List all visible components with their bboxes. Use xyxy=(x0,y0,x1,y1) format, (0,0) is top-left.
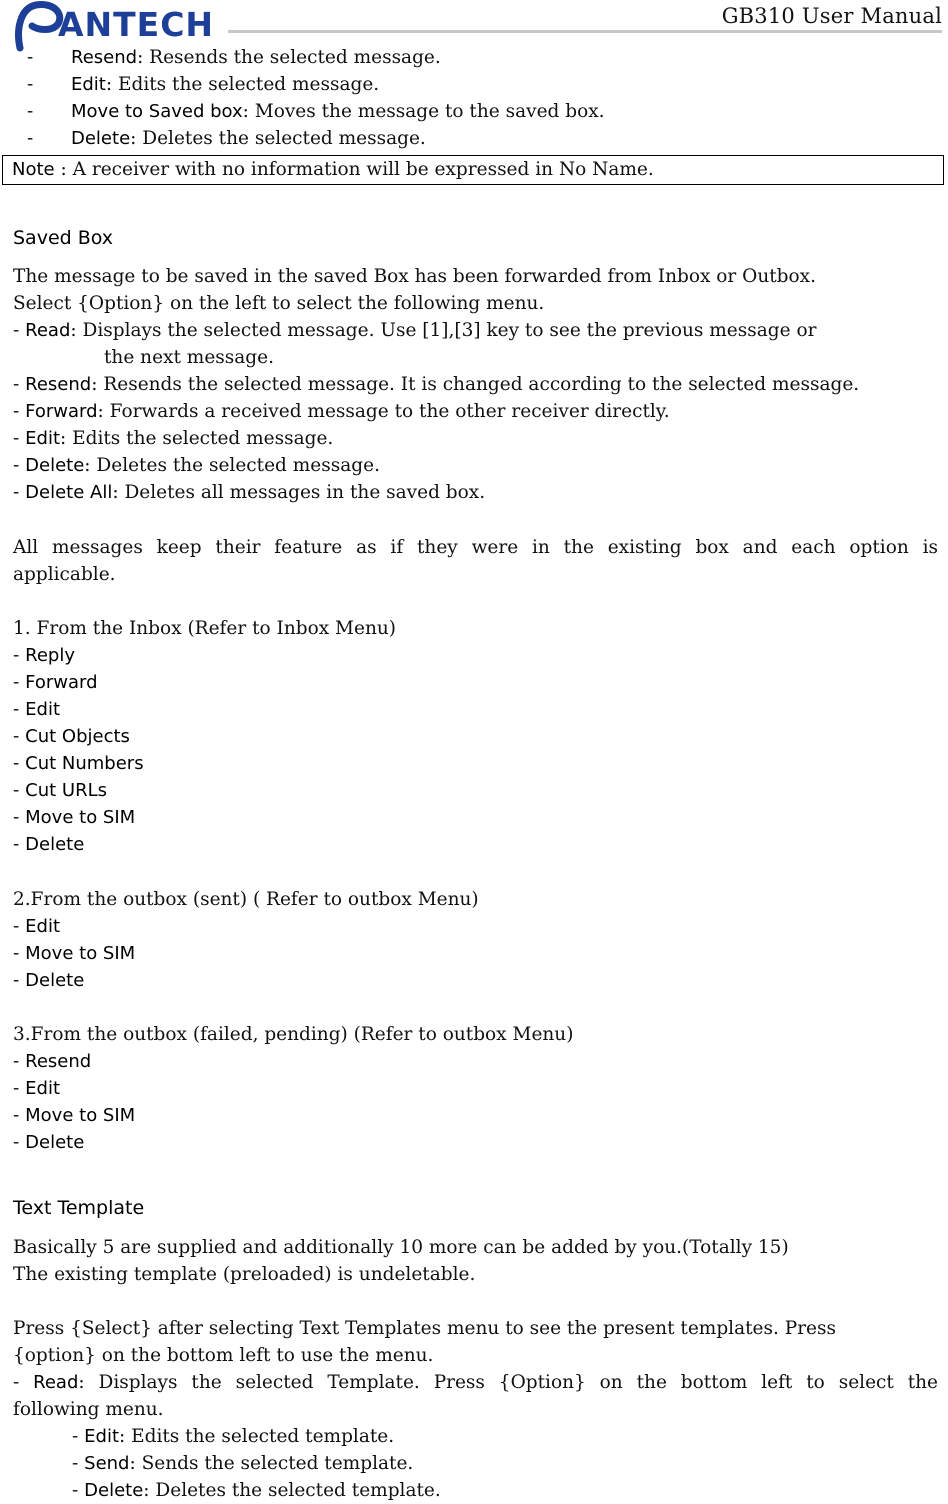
paragraph: Press {Select} after selecting Text Templates menu to see the present templates. Press xyxy=(13,1318,836,1339)
list-item: - Edit xyxy=(13,916,60,937)
note-text: Note : A receiver with no information will be expressed in No Name. xyxy=(12,159,654,180)
list-item: - Resend: Resends the selected message. xyxy=(27,47,441,68)
list-item-continuation: the next message. xyxy=(104,347,274,368)
paragraph: The message to be saved in the saved Box has been forwarded from Inbox or Outbox. xyxy=(13,266,816,287)
list-item: - Cut URLs xyxy=(13,780,107,801)
list-item-continuation: following menu. xyxy=(13,1399,164,1420)
list-item: - Move to SIM xyxy=(13,807,136,828)
list-item: - Read: Displays the selected Template. Press {Option} on the bottom left to select the xyxy=(13,1372,938,1393)
paragraph: Basically 5 are supplied and additionally 10 more can be added by you.(Totally 15) xyxy=(13,1237,789,1258)
list-item: - Move to SIM xyxy=(13,1105,136,1126)
list-item: - Move to Saved box: Moves the message to the saved box. xyxy=(27,101,605,122)
section-heading-saved-box: Saved Box xyxy=(13,227,114,249)
list-item: - Resend xyxy=(13,1051,92,1072)
list-item: - Delete: Deletes the selected message. xyxy=(27,128,426,149)
section-heading-text-template: Text Template xyxy=(13,1197,145,1219)
subsection-title: 1. From the Inbox (Refer to Inbox Menu) xyxy=(13,618,396,639)
list-item: - Delete: Deletes the selected message. xyxy=(13,455,380,476)
subsection-title: 2.From the outbox (sent) ( Refer to outbox Menu) xyxy=(13,889,479,910)
list-item: - Edit: Edits the selected message. xyxy=(13,428,334,449)
list-item: - Delete xyxy=(13,1132,85,1153)
list-item: - Edit xyxy=(13,1078,60,1099)
list-item: - Forward: Forwards a received message to the other receiver directly. xyxy=(13,401,670,422)
list-item: - Cut Objects xyxy=(13,726,130,747)
paragraph: applicable. xyxy=(13,564,116,585)
paragraph: {option} on the bottom left to use the menu. xyxy=(13,1345,434,1366)
list-item: - Move to SIM xyxy=(13,943,136,964)
list-item: - Edit: Edits the selected message. xyxy=(27,74,380,95)
paragraph: Select {Option} on the left to select the following menu. xyxy=(13,293,545,314)
sub-list-item: - Delete: Deletes the selected template. xyxy=(72,1480,441,1501)
list-item: - Read: Displays the selected message. Use [1],[3] key to see the previous message or xyxy=(13,320,817,341)
paragraph: The existing template (preloaded) is undeletable. xyxy=(13,1264,476,1285)
list-item: - Delete xyxy=(13,834,85,855)
list-item: - Reply xyxy=(13,645,75,666)
sub-list-item: - Edit: Edits the selected template. xyxy=(72,1426,395,1447)
list-item: - Edit xyxy=(13,699,60,720)
list-item: - Delete xyxy=(13,970,85,991)
svg-text:ANTECH: ANTECH xyxy=(58,5,215,44)
manual-title: GB310 User Manual xyxy=(721,4,942,28)
sub-list-item: - Send: Sends the selected template. xyxy=(72,1453,414,1474)
paragraph: All messages keep their feature as if they were in the existing box and each option is xyxy=(13,537,938,558)
list-item: - Cut Numbers xyxy=(13,753,144,774)
subsection-title: 3.From the outbox (failed, pending) (Refer to outbox Menu) xyxy=(13,1024,574,1045)
list-item: - Resend: Resends the selected message. It is changed according to the selected message. xyxy=(13,374,860,395)
list-item: - Delete All: Deletes all messages in the saved box. xyxy=(13,482,486,503)
header-rule xyxy=(228,30,942,33)
list-item: - Forward xyxy=(13,672,98,693)
